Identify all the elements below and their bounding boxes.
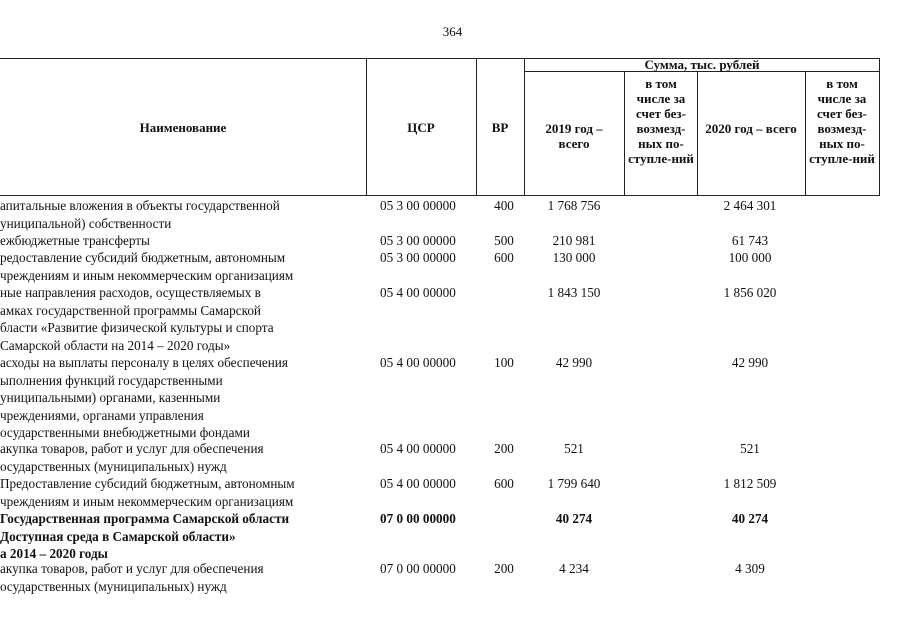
row-name-line: осударственных (муниципальных) нужд <box>0 578 227 594</box>
row-name-line: Предоставление субсидий бюджетным, автономным <box>0 476 295 491</box>
row-name-line: амках государственной программы Самарской <box>0 302 261 318</box>
header-vr: ВР <box>491 120 509 135</box>
row-vr: 600 <box>494 250 514 265</box>
row-2019-total: 40 274 <box>555 511 593 526</box>
row-name-line: асходы на выплаты персоналу в целях обеспечения <box>0 355 288 370</box>
row-name-line: апитальные вложения в объекты государственной <box>0 198 280 213</box>
row-2019-total: 42 990 <box>555 355 593 370</box>
header-2019-incl: в том числе за счет без-возмезд-ных по-ступле-ний <box>628 76 694 166</box>
row-name <box>0 560 362 595</box>
row-csr: 05 4 00 00000 <box>380 476 456 491</box>
row-2020-total: 1 856 020 <box>723 285 777 300</box>
row-csr: 05 3 00 00000 <box>380 198 456 213</box>
header-csr: ЦСР <box>407 120 435 135</box>
row-name-line: чреждениям и иным некоммерческим организациям <box>0 493 294 509</box>
row-name <box>0 475 362 510</box>
row-csr: 05 3 00 00000 <box>380 250 456 265</box>
row-name-line: униципальной) собственности <box>0 215 172 231</box>
row-csr: 05 3 00 00000 <box>380 233 456 248</box>
header-2019-total: 2019 год – всего <box>545 121 603 151</box>
row-name-line: Самарской области на 2014 – 2020 годы» <box>0 337 231 353</box>
page-number: 364 <box>442 24 463 39</box>
header-bottom-border <box>0 195 880 196</box>
row-vr: 500 <box>494 233 514 248</box>
row-vr: 100 <box>494 355 514 370</box>
row-2020-total: 61 743 <box>731 233 769 248</box>
header-2020-total: 2020 год – всего <box>705 121 797 136</box>
row-vr: 200 <box>494 441 514 456</box>
table-right-border <box>879 58 880 195</box>
row-name <box>0 232 362 250</box>
row-name-line: чреждениям и иным некоммерческим организациям <box>0 267 294 283</box>
row-name-line: редоставление субсидий бюджетным, автономным <box>0 250 286 265</box>
row-name <box>0 354 362 442</box>
row-csr: 05 4 00 00000 <box>380 441 456 456</box>
row-name-line: а 2014 – 2020 годы <box>0 546 108 561</box>
row-csr: 07 0 00 00000 <box>380 561 456 576</box>
row-2020-total: 2 464 301 <box>723 198 777 213</box>
row-name-line: осударственными внебюджетными фондами <box>0 425 250 440</box>
row-2019-total: 521 <box>564 441 584 456</box>
header-name: Наименование <box>139 120 227 135</box>
row-vr: 600 <box>494 476 514 491</box>
row-name-line: чреждениями, органами управления <box>0 407 204 423</box>
row-2020-total: 100 000 <box>728 250 772 265</box>
row-2019-total: 1 768 756 <box>547 198 601 213</box>
row-name-line: ные направления расходов, осуществляемых в <box>0 285 261 300</box>
row-name <box>0 284 362 354</box>
row-name-line: ыполнения функций государственными <box>0 372 223 388</box>
row-name-line: осударственных (муниципальных) нужд <box>0 458 227 474</box>
row-2020-total: 521 <box>740 441 760 456</box>
row-csr: 05 4 00 00000 <box>380 355 456 370</box>
row-name-line: Доступная среда в Самарской области» <box>0 528 236 544</box>
row-name <box>0 440 362 475</box>
row-2020-total: 1 812 509 <box>723 476 777 491</box>
row-name-line: бласти «Развитие физической культуры и спорта <box>0 320 274 335</box>
header-2020-incl: в том числе за счет без-возмезд-ных по-ступле-ний <box>809 76 875 166</box>
col-divider-2019 <box>624 71 625 195</box>
row-vr: 200 <box>494 561 514 576</box>
row-csr: 05 4 00 00000 <box>380 285 456 300</box>
row-2020-total: 42 990 <box>731 355 769 370</box>
row-name <box>0 249 362 284</box>
row-2020-total: 40 274 <box>731 511 769 526</box>
row-2019-total: 210 981 <box>552 233 596 248</box>
header-sum: Сумма, тыс. рублей <box>644 57 760 72</box>
row-name-line: акупка товаров, работ и услуг для обеспечения <box>0 561 264 576</box>
row-name-line: акупка товаров, работ и услуг для обеспечения <box>0 441 264 456</box>
row-2019-total: 4 234 <box>559 561 589 576</box>
row-2019-total: 1 843 150 <box>547 285 601 300</box>
col-divider-vr <box>524 58 525 195</box>
col-divider-2019-incl <box>697 71 698 195</box>
row-2019-total: 1 799 640 <box>547 476 601 491</box>
row-name-line: униципальными) органами, казенными <box>0 390 221 405</box>
row-name-line: ежбюджетные трансферты <box>0 233 150 248</box>
row-vr: 400 <box>494 198 514 213</box>
row-csr: 07 0 00 00000 <box>380 511 456 526</box>
row-2020-total: 4 309 <box>735 561 765 576</box>
row-name <box>0 510 362 563</box>
row-name-line: Государственная программа Самарской области <box>0 511 290 526</box>
col-divider-2020 <box>805 71 806 195</box>
row-name <box>0 197 362 232</box>
row-2019-total: 130 000 <box>552 250 596 265</box>
